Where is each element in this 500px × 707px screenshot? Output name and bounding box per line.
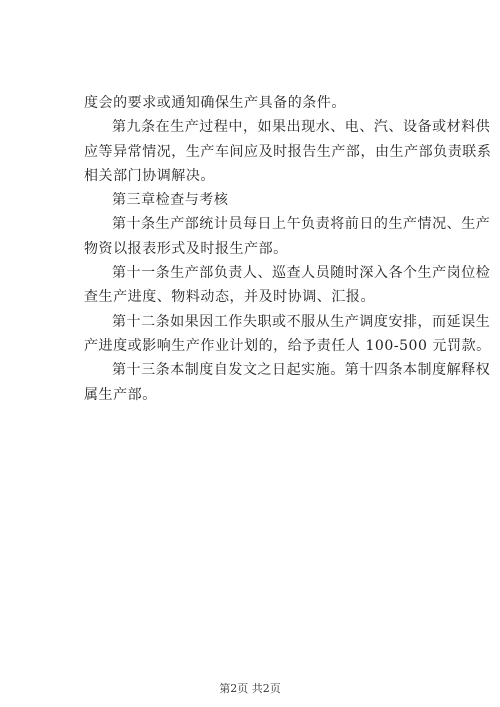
body-line-1: 度会的要求或通知确保生产具备的条件。 (84, 95, 346, 111)
body-line-10: 第十二条如果因工作失职或不服从生产调度安排，而延误生 (112, 313, 491, 330)
body-line-8: 第十一条生产部负责人、巡查人员随时深入各个生产岗位检 (112, 265, 491, 282)
body-line-9: 查生产进度、物料动态，并及时协调、汇报。 (84, 289, 375, 306)
body-line-12: 第十三条本制度自发文之日起实施。第十四条本制度解释权 (112, 362, 491, 379)
body-line-3: 应等异常情况，生产车间应及时报告生产部，由生产部负责联系 (84, 143, 492, 160)
document-body (84, 91, 492, 407)
body-line-6: 第十条生产部统计员每日上午负责将前日的生产情况、生产 (112, 216, 491, 233)
body-line-7: 物资以报表形式及时报生产部。 (84, 240, 288, 257)
body-line-2: 第九条在生产过程中，如果出现水、电、汽、设备或材料供 (112, 119, 491, 136)
body-line-13: 属生产部。 (84, 386, 157, 403)
page-footer: 第2页 共2页 (219, 682, 281, 695)
chapter-heading: 第三章检查与考核 (112, 192, 229, 209)
body-line-4: 相关部门协调解决。 (84, 167, 215, 184)
body-line-11: 产进度或影响生产作业计划的，给予责任人 100-500 元罚款。 (84, 337, 491, 354)
